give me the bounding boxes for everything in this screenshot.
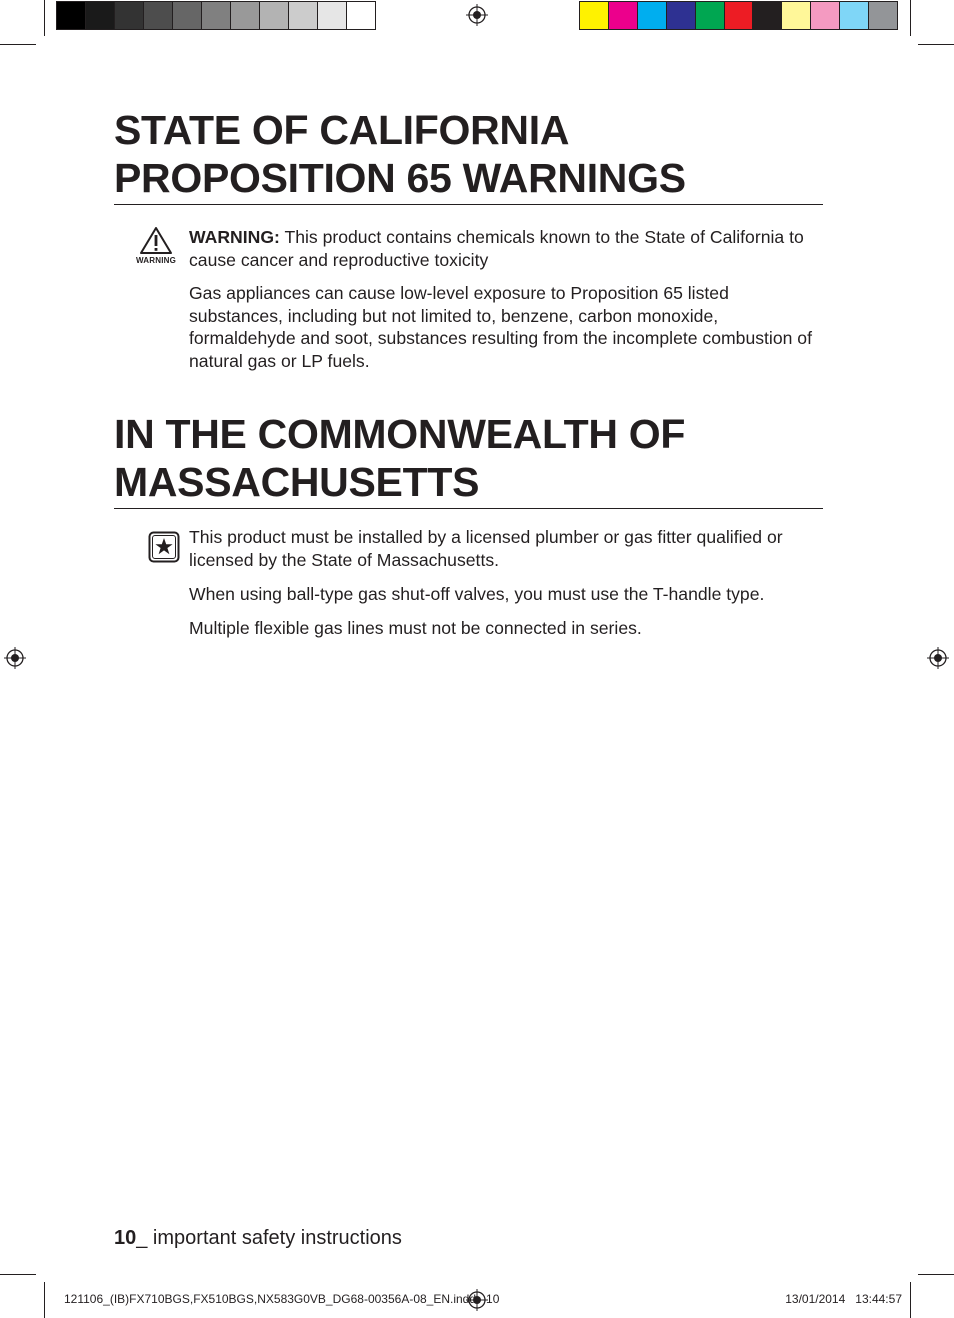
color-swatch [347,2,375,29]
process-color-bar [579,1,898,30]
california-exposure-paragraph: Gas appliances can cause low-level exposure to Proposition 65 listed substances, including but not limited to, benzene, carbon monoxide, formaldehyde and soot, substances resulting from the incomplete combustion of natural gas or LP fuels. [189,283,812,371]
color-swatch [667,2,696,29]
crop-mark [44,1282,45,1318]
page-number: 10 [114,1227,137,1249]
color-swatch [696,2,725,29]
section-label: _ important safety instructions [136,1227,402,1249]
color-swatch [115,2,144,29]
color-swatch [231,2,260,29]
color-swatch [811,2,840,29]
registration-target-icon [927,647,949,669]
color-swatch [144,2,173,29]
registration-target-icon [4,647,26,669]
massachusetts-paragraph: When using ball-type gas shut-off valves, you must use the T-handle type. [189,584,765,604]
star-note-icon [148,531,180,563]
print-slug-timestamp: 13/01/2014 13:44:57 [785,1292,902,1306]
massachusetts-paragraph: Multiple flexible gas lines must not be connected in series. [189,618,642,638]
title-line: PROPOSITION 65 WARNINGS [114,155,686,201]
color-swatch [57,2,86,29]
color-swatch [782,2,811,29]
california-warning-text [189,226,823,271]
warning-icon-label: WARNING [135,256,177,265]
crop-mark [918,44,954,45]
warning-triangle-icon [134,226,178,268]
crop-mark [44,0,45,36]
color-swatch [260,2,289,29]
title-line: MASSACHUSETTS [114,459,480,505]
color-swatch [869,2,897,29]
color-swatch [725,2,754,29]
page-footer [114,1227,402,1250]
color-swatch [318,2,347,29]
color-swatch [609,2,638,29]
color-swatch [580,2,609,29]
color-swatch [753,2,782,29]
warning-label: WARNING: [189,227,280,247]
title-line: STATE OF CALIFORNIA [114,107,570,153]
color-swatch [638,2,667,29]
crop-mark [910,0,911,36]
warning-statement: This product contains chemicals known to the State of California to cause cancer and reproductive toxicity [189,227,804,270]
grayscale-color-bar [56,1,376,30]
california-section-title [114,106,823,205]
color-swatch [202,2,231,29]
print-slug-filename: 121106_(IB)FX710BGS,FX510BGS,NX583G0VB_DG68-00356A-08_EN.indd 10 [64,1292,500,1306]
crop-mark [0,1274,36,1275]
massachusetts-paragraph: This product must be installed by a licensed plumber or gas fitter qualified or licensed by the State of Massachusetts. [189,527,783,570]
registration-target-icon [466,4,488,26]
color-swatch [289,2,318,29]
color-swatch [840,2,869,29]
crop-mark [910,1282,911,1318]
color-swatch [173,2,202,29]
crop-mark [0,44,36,45]
crop-mark [918,1274,954,1275]
title-line: IN THE COMMONWEALTH OF [114,411,686,457]
massachusetts-section-title [114,410,823,509]
color-swatch [86,2,115,29]
